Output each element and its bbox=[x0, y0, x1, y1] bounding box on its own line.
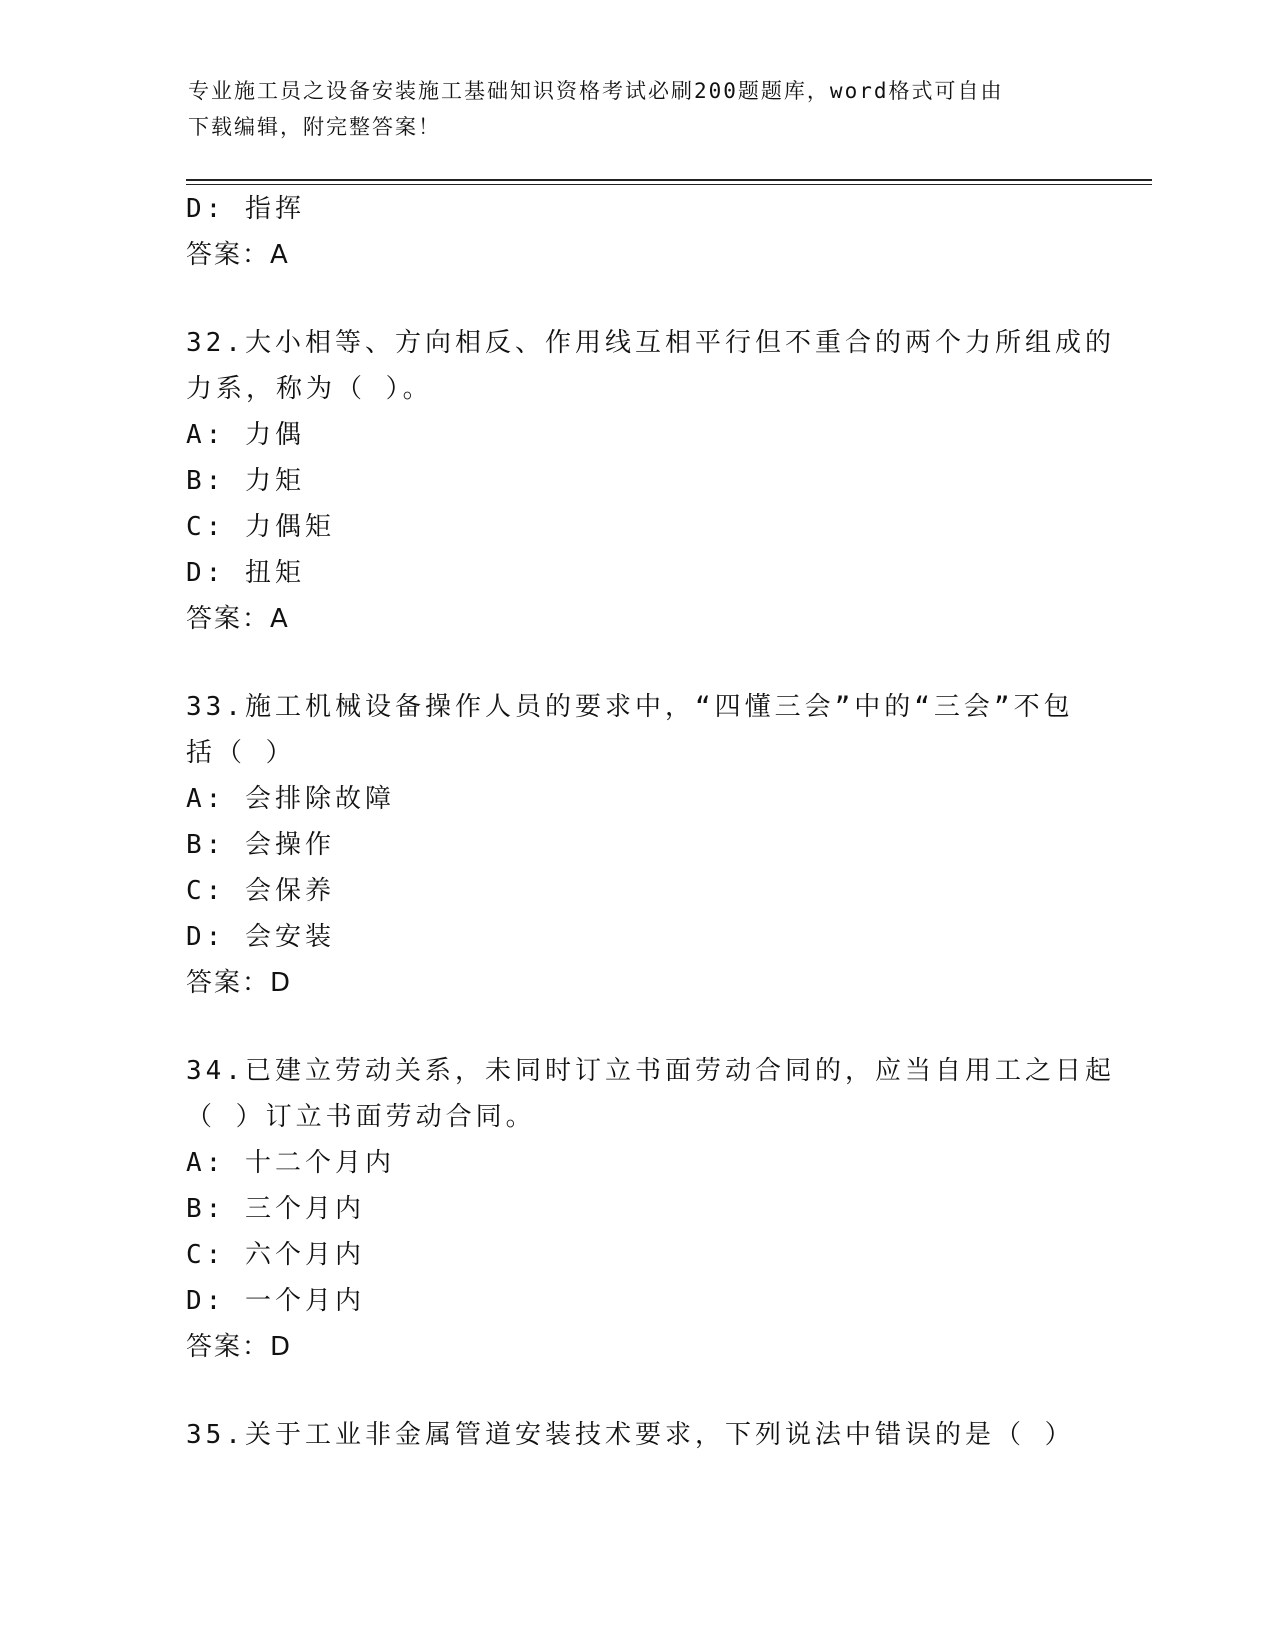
spacer bbox=[186, 1006, 1086, 1048]
answer-line: 答案：D bbox=[186, 1332, 293, 1362]
header-line-2: 下载编辑，附完整答案！ bbox=[188, 115, 441, 139]
spacer bbox=[186, 1370, 1086, 1412]
option-d: D: 扭矩 bbox=[186, 558, 305, 588]
question-34 bbox=[186, 1048, 1115, 1370]
option-a: A: 会排除故障 bbox=[186, 784, 395, 814]
question-text-line-1: 32.大小相等、方向相反、作用线互相平行但不重合的两个力所组成的 bbox=[186, 328, 1115, 358]
option-c: C: 力偶矩 bbox=[186, 512, 335, 542]
option-c: C: 六个月内 bbox=[186, 1240, 365, 1270]
question-text-line-2: （ ）订立书面劳动合同。 bbox=[186, 1102, 536, 1132]
option-d: D: 一个月内 bbox=[186, 1286, 365, 1316]
question-text-line-2: 力系，称为（ ）。 bbox=[186, 374, 433, 404]
document-header bbox=[188, 73, 1068, 145]
option-c: C: 会保养 bbox=[186, 876, 335, 906]
option-a: A: 力偶 bbox=[186, 420, 305, 450]
option-d: D: 会安装 bbox=[186, 922, 335, 952]
header-line-1: 专业施工员之设备安装施工基础知识资格考试必刷200题题库，word格式可自由 bbox=[188, 79, 1004, 103]
question-32 bbox=[186, 320, 1115, 642]
question-text-line-1: 35.关于工业非金属管道安装技术要求，下列说法中错误的是（ ） bbox=[186, 1420, 1075, 1450]
option-b: B: 会操作 bbox=[186, 830, 335, 860]
spacer bbox=[186, 642, 1086, 684]
question-text-line-2: 括（ ） bbox=[186, 738, 296, 768]
question-33 bbox=[186, 684, 1086, 1006]
option-b: B: 三个月内 bbox=[186, 1194, 365, 1224]
header-divider-thin bbox=[186, 184, 1152, 185]
answer-line: 答案：D bbox=[186, 968, 293, 998]
question-35 bbox=[186, 1412, 1086, 1458]
spacer bbox=[186, 278, 1086, 320]
header-divider-thick bbox=[186, 179, 1152, 181]
option-d: D: 指挥 bbox=[186, 194, 305, 224]
question-list bbox=[186, 186, 1115, 1458]
answer-line: 答案：A bbox=[186, 240, 290, 270]
option-a: A: 十二个月内 bbox=[186, 1148, 395, 1178]
question-text-line-1: 33.施工机械设备操作人员的要求中，“四懂三会”中的“三会”不包 bbox=[186, 692, 1074, 722]
option-b: B: 力矩 bbox=[186, 466, 305, 496]
question-text-line-1: 34.已建立劳动关系，未同时订立书面劳动合同的，应当自用工之日起 bbox=[186, 1056, 1115, 1086]
answer-line: 答案：A bbox=[186, 604, 290, 634]
